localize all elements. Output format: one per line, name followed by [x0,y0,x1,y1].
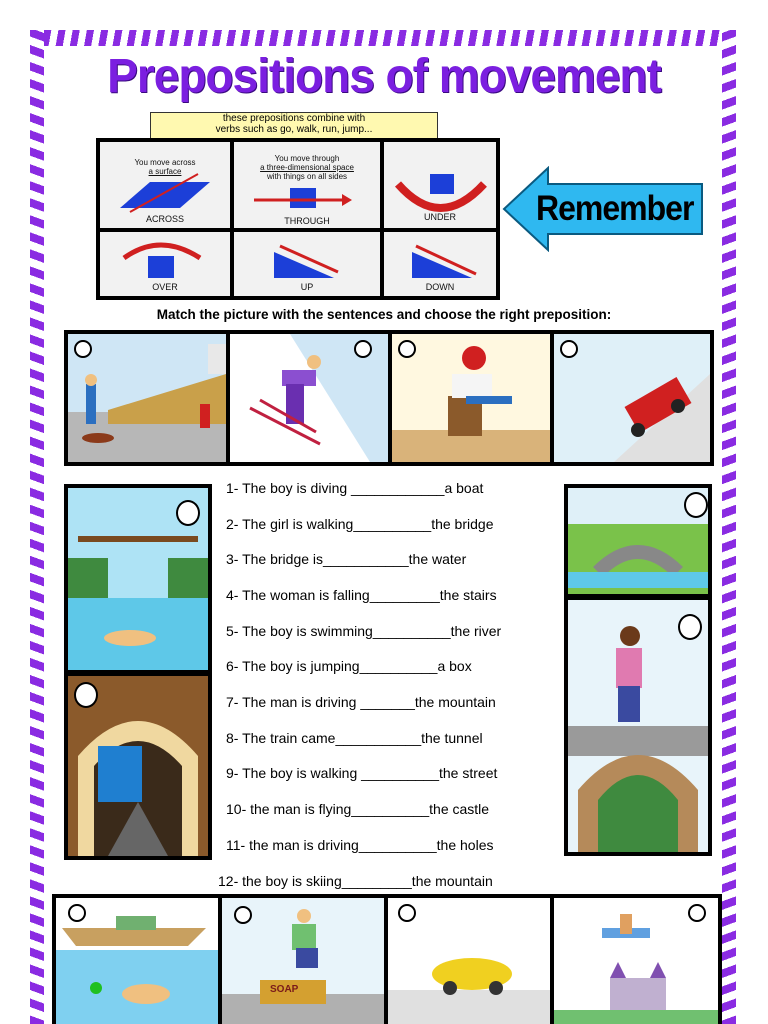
left-picture-boy-swimming [64,484,212,674]
picture-man-flying-castle [554,898,718,1024]
sentence-1[interactable]: 1- The boy is diving ____________a boat [226,480,484,496]
sentence-2[interactable]: 2- The girl is walking__________the bridge [226,516,494,532]
sentence-8[interactable]: 8- The train came___________the tunnel [226,730,483,746]
across-desc-2: a surface [148,167,182,176]
grid-cell-down [384,232,496,296]
answer-circle[interactable] [678,614,702,640]
across-desc-1: You move across [134,158,196,167]
remember-label: Remember [536,188,694,228]
purple-border-right [722,30,736,1024]
through-desc-3: with things on all sides [266,172,348,181]
answer-circle[interactable] [398,340,416,358]
answer-circle[interactable] [688,904,706,922]
street-scene-icon [68,334,226,462]
answer-circle[interactable] [398,904,416,922]
through-desc-1: You move through [274,154,340,163]
instruction-text: Match the picture with the sentences and choose the right preposition: [156,307,612,322]
picture-boy-skiing [230,334,388,462]
grid-cell-through [234,142,380,228]
down-label: DOWN [425,282,455,292]
answer-circle[interactable] [74,340,92,358]
falling-woman-icon [392,334,550,462]
under-label: UNDER [423,212,456,222]
picture-boy-diving-boat [56,898,218,1024]
page-title: Prepositions of movement [107,47,661,103]
picture-boy-walking-street [68,334,226,462]
answer-circle[interactable] [684,492,708,518]
answer-circle[interactable] [234,906,252,924]
car-uphill-icon [554,334,710,462]
purple-border-left [30,30,44,1024]
sentence-5[interactable]: 5- The boy is swimming__________the river [226,623,502,639]
picture-woman-falling-stairs [392,334,550,462]
sentence-6[interactable]: 6- The boy is jumping__________a box [226,658,472,674]
note-box [150,112,438,140]
picture-man-driving-mountain [554,334,710,462]
note-line-2: verbs such as go, walk, run, jump... [215,124,373,135]
right-picture-girl-walking-bridge [564,598,712,856]
sentence-7[interactable]: 7- The man is driving _______the mountain [226,694,496,710]
purple-border-top [30,30,738,46]
preposition-grid [96,138,500,300]
up-label: UP [300,282,314,292]
sentence-4[interactable]: 4- The woman is falling_________the stairs [226,587,497,603]
answer-circle[interactable] [74,682,98,708]
picture-boy-jumping-box [222,898,384,1024]
sentence-12[interactable]: 12- the boy is skiing_________the mountain [218,873,493,889]
answer-circle[interactable] [68,904,86,922]
answer-circle[interactable] [176,500,200,526]
grid-cell-across [100,142,230,228]
grid-cell-over [100,232,230,296]
answer-circle[interactable] [560,340,578,358]
across-label: ACROSS [145,214,184,224]
sentence-11[interactable]: 11- the man is driving__________the holes [226,837,494,853]
soap-label: SOAP [270,984,299,995]
bottom-picture-strip [52,894,722,1024]
through-desc-2: a three-dimensional space [260,163,354,172]
sentence-3[interactable]: 3- The bridge is___________the water [226,551,467,567]
grid-cell-up [234,232,380,296]
picture-man-driving-holes [388,898,550,1024]
through-label: THROUGH [284,216,330,226]
sentence-10[interactable]: 10- the man is flying__________the castle [226,801,490,817]
right-picture-bridge-water [564,484,712,598]
answer-circle[interactable] [354,340,372,358]
over-label: OVER [152,282,178,292]
left-picture-train-tunnel [64,674,212,860]
sentence-9[interactable]: 9- The boy is walking __________the street [226,765,498,781]
grid-cell-under [384,142,496,228]
top-picture-strip [64,330,714,466]
note-line-1: these prepositions combine with [222,113,366,124]
